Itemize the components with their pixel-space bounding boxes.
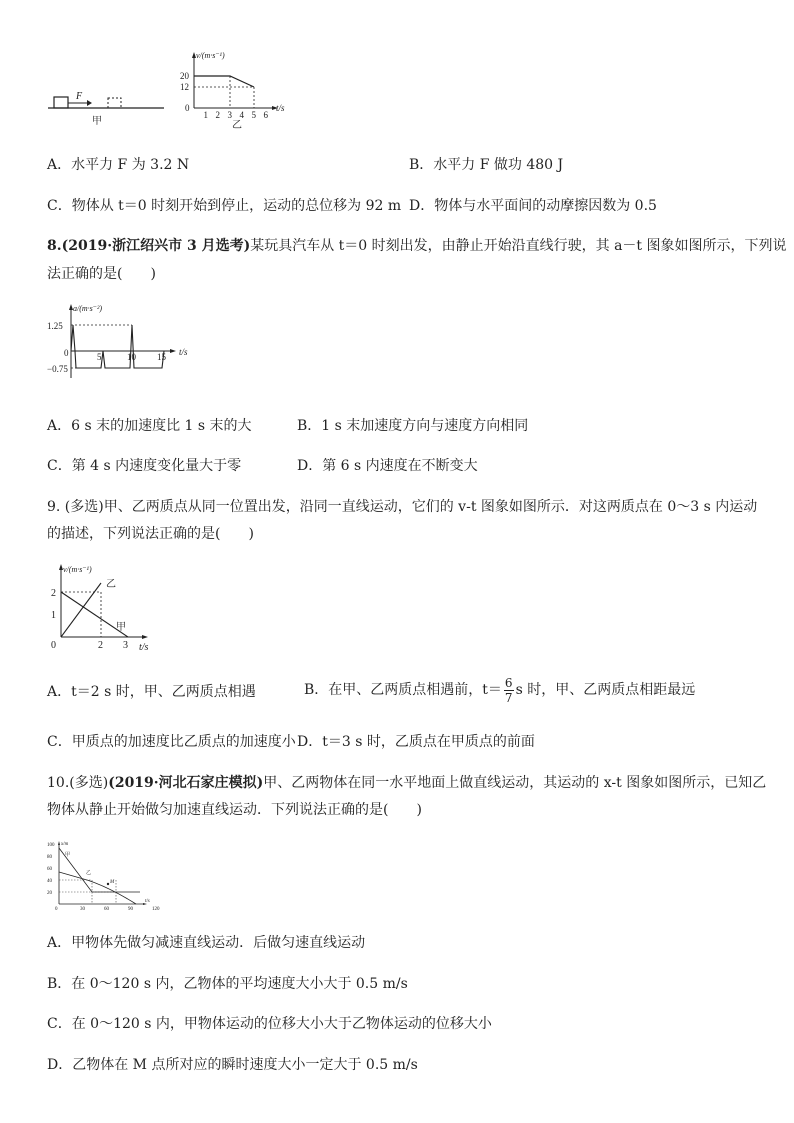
jia-label: 甲 xyxy=(116,622,126,633)
fraction-numerator: 6 xyxy=(504,675,513,690)
x-tick-6: 6 xyxy=(263,110,268,120)
yi-label: 乙 xyxy=(106,579,116,590)
force-label: F xyxy=(76,91,83,102)
q10-stem-line1 xyxy=(47,773,766,793)
q9-option-d[interactable]: D．t＝3 s 时，乙质点在甲质点的前面 xyxy=(297,734,535,750)
block-dashed xyxy=(108,98,121,108)
x-axis-label: t/s xyxy=(139,642,149,653)
figure-8-at-graph xyxy=(44,300,204,385)
x-tick-30: 30 xyxy=(80,907,85,912)
x-tick-4: 4 xyxy=(239,110,244,120)
q9-option-b[interactable] xyxy=(304,672,695,708)
x-tick-3: 3 xyxy=(227,110,232,120)
q10-option-d[interactable]: D．乙物体在 M 点所对应的瞬时速度大小一定大于 0.5 m/s xyxy=(47,1057,418,1073)
figure-7-jia xyxy=(44,86,169,126)
x-axis-label: t/s xyxy=(276,103,285,113)
y-tick-60: 60 xyxy=(47,867,52,872)
y-tick-pos: 1.25 xyxy=(47,321,63,331)
q9-option-b-pre: B．在甲、乙两质点相遇前，t＝ xyxy=(304,682,502,698)
y-tick-1: 1 xyxy=(51,610,56,621)
q10-number: 10. xyxy=(47,775,70,791)
x-tick-90: 90 xyxy=(128,907,133,912)
jia-curve xyxy=(59,848,140,892)
acceleration-line xyxy=(71,325,164,368)
y-tick-40: 40 xyxy=(47,879,52,884)
yi-curve xyxy=(59,872,136,904)
y-tick-100: 100 xyxy=(47,843,55,848)
x-axis-arrow xyxy=(142,635,148,639)
q9-option-a[interactable]: A．t＝2 s 时，甲、乙两质点相遇 xyxy=(47,684,256,700)
q8-number: 8. xyxy=(47,238,62,254)
q8-stem-text: 某玩具汽车从 t＝0 时刻出发，由静止开始沿直线行驶，其 a－t 图象如图所示，下列说 xyxy=(250,238,787,254)
origin-label: 0 xyxy=(64,348,69,358)
fraction-denominator: 7 xyxy=(504,690,513,705)
force-arrowhead xyxy=(87,100,92,106)
y-tick-20: 20 xyxy=(180,71,189,81)
y-axis-label: v/(m·s⁻¹) xyxy=(63,565,92,574)
q7-option-d[interactable]: D．物体与水平面间的动摩擦因数为 0.5 xyxy=(409,198,657,214)
fig-label-jia: 甲 xyxy=(92,116,102,127)
q8-source: (2019·浙江绍兴市 3 月选考) xyxy=(61,238,251,254)
y-tick-20: 20 xyxy=(47,891,52,896)
y-tick-12: 12 xyxy=(180,82,189,92)
q9-stem-line1: 9. (多选)甲、乙两质点从同一位置出发，沿同一直线运动，它们的 v-t 图象如图所示．对这两质点在 0～3 s 内运动 xyxy=(47,499,758,515)
figure-7-yi xyxy=(172,48,297,133)
x-tick-15: 15 xyxy=(157,352,166,362)
origin-label: 0 xyxy=(185,103,190,113)
m-label: M xyxy=(110,880,115,885)
q8-option-c[interactable]: C．第 4 s 内速度变化量大于零 xyxy=(47,458,242,474)
figure-10-xt-graph xyxy=(44,838,160,918)
block xyxy=(54,97,68,108)
y-axis-arrow xyxy=(58,841,60,845)
q8-stem-line2: 法正确的是( ) xyxy=(47,266,156,282)
q10-pre: (多选) xyxy=(69,775,109,791)
y-axis-label: x/m xyxy=(61,842,69,847)
y-tick-neg: −0.75 xyxy=(47,364,68,374)
origin-label: 0 xyxy=(51,640,56,651)
y-axis-label: a/(m·s⁻²) xyxy=(73,304,103,313)
figure-9-vt-graph xyxy=(44,560,169,655)
yi-line xyxy=(61,583,101,637)
q7-option-c[interactable]: C．物体从 t＝0 时刻开始到停止，运动的总位移为 92 m xyxy=(47,198,402,214)
x-tick-3: 3 xyxy=(123,640,128,651)
x-axis-label: t/s xyxy=(179,347,188,357)
q10-option-c[interactable]: C．在 0～120 s 内，甲物体运动的位移大小大于乙物体运动的位移大小 xyxy=(47,1016,492,1032)
x-tick-60: 60 xyxy=(104,907,109,912)
q10-option-b[interactable]: B．在 0～120 s 内，乙物体的平均速度大小大于 0.5 m/s xyxy=(47,976,408,992)
q10-stem-text: 甲、乙两物体在同一水平地面上做直线运动，其运动的 x-t 图象如图所示，已知乙 xyxy=(263,775,767,791)
fig-label-yi: 乙 xyxy=(232,120,242,131)
q8-stem-line1 xyxy=(47,236,787,256)
x-tick-5: 5 xyxy=(97,352,102,362)
q10-source: (2019·河北石家庄模拟) xyxy=(108,775,264,791)
x-tick-2: 2 xyxy=(98,640,103,651)
q10-option-a[interactable]: A．甲物体先做匀减速直线运动．后做匀速直线运动 xyxy=(47,935,366,951)
jia-label: 甲 xyxy=(65,853,71,858)
origin-label: 0 xyxy=(55,907,58,912)
fraction-6-7 xyxy=(504,676,514,705)
x-axis-label: t/s xyxy=(145,899,150,904)
q9-option-c[interactable]: C．甲质点的加速度比乙质点的加速度小 xyxy=(47,734,296,750)
yi-label: 乙 xyxy=(86,871,92,876)
x-tick-120: 120 xyxy=(152,907,160,912)
point-m xyxy=(107,883,109,885)
q9-option-b-post: s 时，甲、乙两质点相距最远 xyxy=(515,682,696,698)
x-axis-arrow xyxy=(170,349,176,353)
q8-option-a[interactable]: A．6 s 末的加速度比 1 s 末的大 xyxy=(47,418,252,434)
q9-stem-line2: 的描述，下列说法正确的是( ) xyxy=(47,526,254,542)
q7-option-b[interactable]: B．水平力 F 做功 480 J xyxy=(409,157,564,173)
x-tick-2: 2 xyxy=(215,110,220,120)
x-tick-1: 1 xyxy=(203,110,208,120)
y-tick-2: 2 xyxy=(51,588,56,599)
x-tick-10: 10 xyxy=(127,352,136,362)
y-tick-80: 80 xyxy=(47,855,52,860)
q7-option-a[interactable]: A．水平力 F 为 3.2 N xyxy=(47,157,190,173)
x-tick-5: 5 xyxy=(251,110,256,120)
q8-option-d[interactable]: D．第 6 s 内速度在不断变大 xyxy=(297,458,478,474)
q10-stem-line2: 物体从静止开始做匀加速直线运动．下列说法正确的是( ) xyxy=(47,802,422,818)
velocity-line xyxy=(194,76,254,87)
y-axis-label: v/(m·s⁻¹) xyxy=(196,51,225,60)
q8-option-b[interactable]: B．1 s 末加速度方向与速度方向相同 xyxy=(297,418,529,434)
